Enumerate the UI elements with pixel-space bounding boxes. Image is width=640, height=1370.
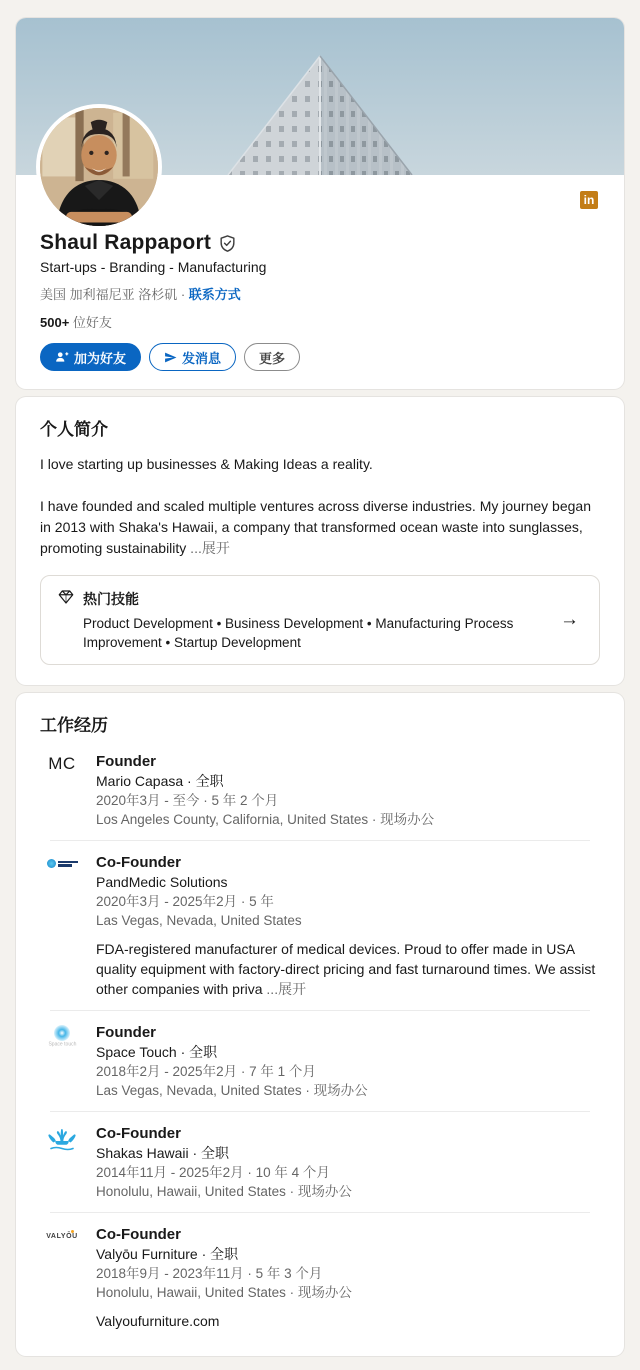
valyou-logo-accent xyxy=(71,1230,74,1233)
connect-button-label: 加为好友 xyxy=(74,350,127,366)
experience-company: PandMedic Solutions xyxy=(96,874,228,890)
experience-card xyxy=(16,693,624,1356)
about-text xyxy=(40,454,600,559)
experience-dates: 2018年9月 - 2023年11月 · 5 年 3 个月 xyxy=(96,1266,323,1281)
experience-company: Mario Capasa · 全职 xyxy=(96,773,224,789)
more-button-label: 更多 xyxy=(259,350,286,366)
experience-entry[interactable] xyxy=(40,1213,600,1342)
profile-card xyxy=(16,18,624,389)
experience-company: Valyōu Furniture · 全职 xyxy=(96,1246,239,1262)
profile-location: 美国 加利福尼亚 洛杉矶 xyxy=(40,287,178,302)
person-add-icon xyxy=(55,350,69,364)
experience-description: FDA-registered manufacturer of medical devices. Proud to offer made in USA quality equipment with factory-direct pricing and fast turnaround times. We assist other companies with priva ...展开 xyxy=(96,941,596,997)
verified-badge-icon[interactable] xyxy=(218,234,237,253)
experience-title: Co-Founder xyxy=(96,854,181,871)
experience-entry[interactable] xyxy=(40,1011,600,1111)
top-skills-title: 热门技能 xyxy=(83,590,139,607)
see-more-link[interactable]: ...展开 xyxy=(262,981,307,997)
message-button[interactable] xyxy=(149,343,236,371)
space-touch-logo[interactable] xyxy=(54,1025,70,1041)
experience-title: Co-Founder xyxy=(96,1125,181,1142)
experience-entry[interactable] xyxy=(40,740,600,840)
experience-description: Valyoufurniture.com xyxy=(96,1313,220,1329)
experience-entry[interactable] xyxy=(40,841,600,1010)
experience-location: Las Vegas, Nevada, United States xyxy=(96,913,302,928)
experience-entry[interactable] xyxy=(40,1112,600,1212)
space-touch-logo-caption: Space touch xyxy=(47,1041,77,1048)
valyou-furniture-logo[interactable]: VALYŌU xyxy=(46,1233,78,1240)
profile-photo-image xyxy=(40,108,158,226)
send-icon xyxy=(164,351,177,364)
experience-title: Founder xyxy=(96,753,156,770)
location-separator: · xyxy=(177,287,189,302)
experience-location: Los Angeles County, California, United States · 现场办公 xyxy=(96,812,435,827)
cover-banner xyxy=(16,18,624,175)
profile-headline: Start-ups - Branding - Manufacturing xyxy=(40,259,267,275)
experience-title: Co-Founder xyxy=(96,1226,181,1243)
see-more-link[interactable]: ...展开 xyxy=(186,540,230,556)
about-card xyxy=(16,397,624,685)
about-section-title: 个人简介 xyxy=(40,420,108,439)
experience-dates: 2014年11月 - 2025年2月 · 10 年 4 个月 xyxy=(96,1165,330,1180)
diamond-icon xyxy=(57,588,75,609)
experience-dates: 2020年3月 - 2025年2月 · 5 年 xyxy=(96,894,274,909)
top-skills-text: Product Development • Business Development • Manufacturing Process Improvement • Startup Development xyxy=(83,616,514,650)
arrow-right-icon[interactable]: → xyxy=(560,609,579,630)
connections-label[interactable]: 位好友 xyxy=(72,315,112,330)
experience-title: Founder xyxy=(96,1024,156,1041)
top-skills-card[interactable] xyxy=(40,575,600,665)
about-paragraph-1: I love starting up businesses & Making Ideas a reality. xyxy=(40,456,373,472)
connect-button[interactable] xyxy=(40,343,141,371)
pandmedic-logo[interactable] xyxy=(47,859,78,868)
experience-dates: 2020年3月 - 至今 · 5 年 2 个月 xyxy=(96,793,279,808)
more-button[interactable] xyxy=(244,343,300,371)
mario-capasa-logo[interactable]: MC xyxy=(48,754,76,773)
contact-info-link[interactable]: 联系方式 xyxy=(188,287,241,302)
linkedin-logo-icon[interactable]: in xyxy=(580,191,598,209)
experience-list xyxy=(40,740,600,1342)
experience-location: Honolulu, Hawaii, United States · 现场办公 xyxy=(96,1184,352,1199)
connections-count[interactable]: 500+ xyxy=(40,315,73,330)
experience-company: Shakas Hawaii · 全职 xyxy=(96,1145,230,1161)
about-paragraph-2: I have founded and scaled multiple ventures across diverse industries. My journey began in 2013 with Shaka's Hawaii, a company that transformed ocean waste into sunglasses, promoting sustainability ...展开 xyxy=(40,498,591,556)
shakas-hawaii-logo[interactable] xyxy=(46,1126,78,1152)
experience-company: Space Touch · 全职 xyxy=(96,1044,218,1060)
profile-name: Shaul Rappaport xyxy=(40,231,212,254)
experience-location: Honolulu, Hawaii, United States · 现场办公 xyxy=(96,1285,352,1300)
experience-dates: 2018年2月 - 2025年2月 · 7 年 1 个月 xyxy=(96,1064,316,1079)
experience-location: Las Vegas, Nevada, United States · 现场办公 xyxy=(96,1083,368,1098)
message-button-label: 发消息 xyxy=(182,350,222,366)
experience-section-title: 工作经历 xyxy=(40,716,108,735)
profile-photo[interactable] xyxy=(36,104,162,230)
